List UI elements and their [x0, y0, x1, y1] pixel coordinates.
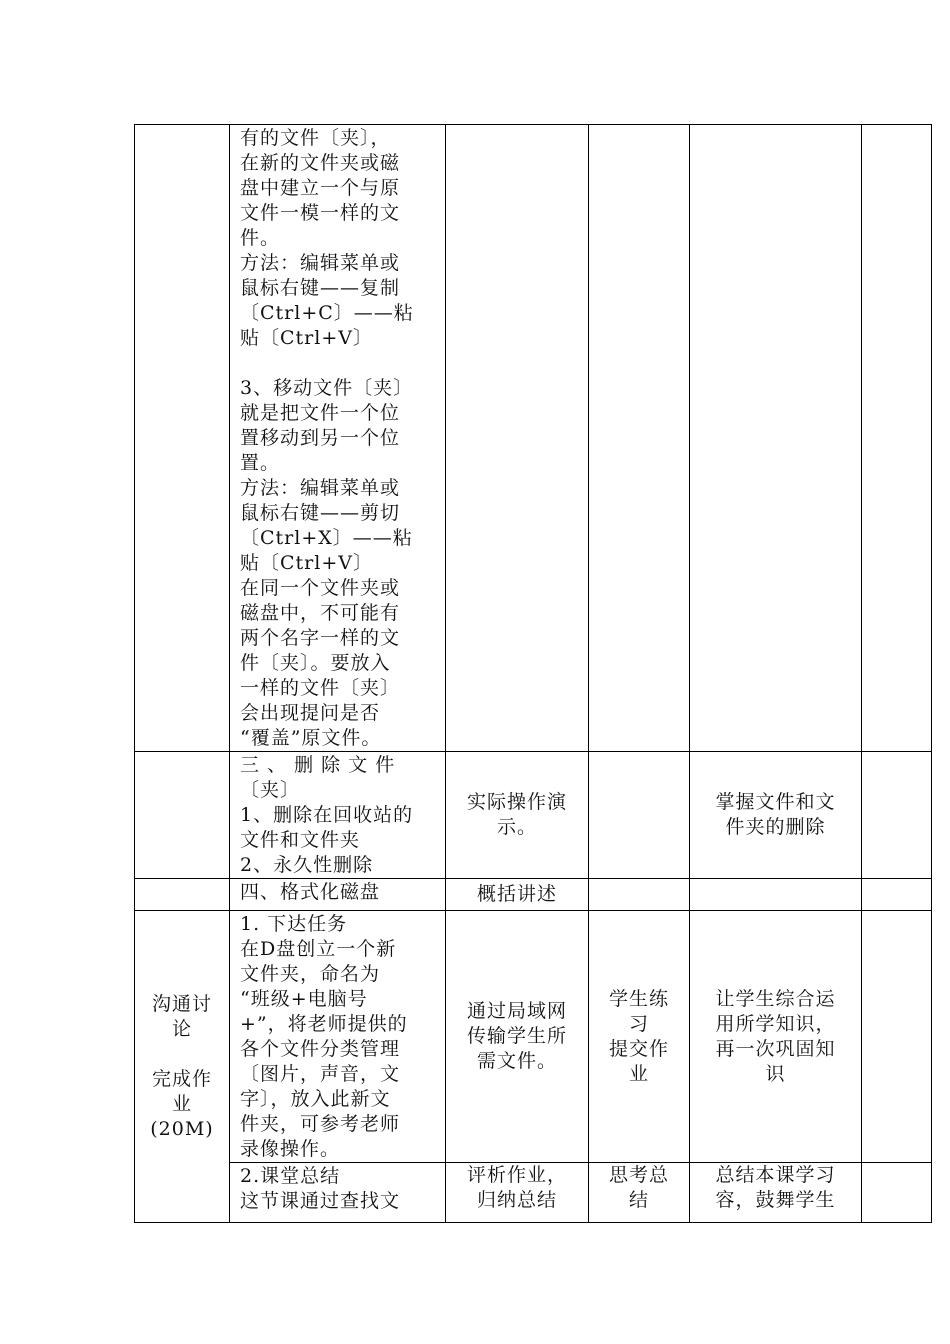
goal-text: 让学生综合运 用所学知识， 再一次巩固知 识	[715, 987, 836, 1085]
content-cell	[230, 752, 446, 879]
goal-cell	[690, 1163, 862, 1223]
content-cell	[230, 125, 446, 752]
goal-cell	[690, 879, 862, 911]
note-cell	[862, 125, 932, 752]
format-section-text: 四、格式化磁盘	[240, 881, 381, 903]
method-cell	[446, 911, 589, 1163]
goal-cell	[690, 911, 862, 1163]
copy-method-text: 方法：编辑菜单或 鼠标右键——复制 〔Ctrl+C〕——粘 贴〔Ctrl+V〕	[240, 252, 414, 349]
student-cell	[589, 125, 690, 752]
note-cell	[862, 1163, 932, 1223]
method-text: 概括讲述	[476, 883, 557, 905]
move-definition-text: 3、移动文件〔夹〕 就是把文件一个位 置移动到另一个位 置。	[240, 377, 414, 474]
goal-text: 掌握文件和文 件夹的删除	[715, 791, 836, 838]
goal-cell	[690, 752, 862, 879]
blank-line	[240, 351, 437, 376]
note-cell	[862, 752, 932, 879]
delete-section-text: 三 、 删 除 文 件 〔夹〕 1、删除在回收站的 文件和文件夹 2、永久性删除	[240, 754, 414, 876]
summary-text: 2.课堂总结 这节课通过查找文	[240, 1165, 401, 1212]
content-cell	[230, 1163, 446, 1223]
move-method-text: 方法：编辑菜单或 鼠标右键——剪切 〔Ctrl+X〕——粘 贴〔Ctrl+V〕	[240, 477, 413, 574]
method-text: 实际操作演 示。	[466, 791, 567, 838]
table-row	[135, 1163, 932, 1223]
note-cell	[862, 911, 932, 1163]
student-cell	[589, 911, 690, 1163]
table-row	[135, 752, 932, 879]
student-activity-text: 学生练 习 提交作 业	[608, 987, 669, 1085]
copy-definition-text: 有的文件〔夹〕， 在新的文件夹或磁 盘中建立一个与原 文件一模一样的文 件。	[240, 127, 401, 249]
note-cell	[862, 879, 932, 911]
method-cell	[446, 879, 589, 911]
goal-text: 总结本课学习 容，鼓舞学生	[715, 1164, 836, 1211]
same-name-note-text: 在同一个文件夹或 磁盘中，不可能有 两个名字一样的文 件〔夹〕。要放入 一样的文件〔夹〕 会出现提问是否 “覆盖”原文件。	[240, 577, 401, 749]
student-cell	[589, 879, 690, 911]
method-cell	[446, 125, 589, 752]
stage-cell	[135, 879, 230, 911]
content-cell	[230, 879, 446, 911]
method-cell	[446, 752, 589, 879]
goal-cell	[690, 125, 862, 752]
student-cell	[589, 752, 690, 879]
assignment-text: 1. 下达任务 在D盘创立一个新 文件夹，命名为 “班级+电脑号 +”，将老师提供的 各个文件分类管理 〔图片，声音，文 字〕，放入此新文 件夹，可参考老师 录像操作。	[240, 913, 408, 1160]
stage-cell	[135, 125, 230, 752]
lesson-plan-table	[134, 124, 932, 1223]
stage-cell	[135, 911, 230, 1223]
method-text: 通过局域网 传输学生所 需文件。	[466, 1000, 567, 1072]
stage-text: 沟通讨 论 完成作 业 (20M)	[150, 992, 214, 1140]
table-row	[135, 879, 932, 911]
content-cell	[230, 911, 446, 1163]
method-cell	[446, 1163, 589, 1223]
student-cell	[589, 1163, 690, 1223]
student-activity-text: 思考总 结	[608, 1164, 669, 1211]
table-row	[135, 911, 932, 1163]
table-row	[135, 125, 932, 752]
stage-cell	[135, 752, 230, 879]
method-text: 评析作业， 归纳总结	[466, 1164, 567, 1211]
